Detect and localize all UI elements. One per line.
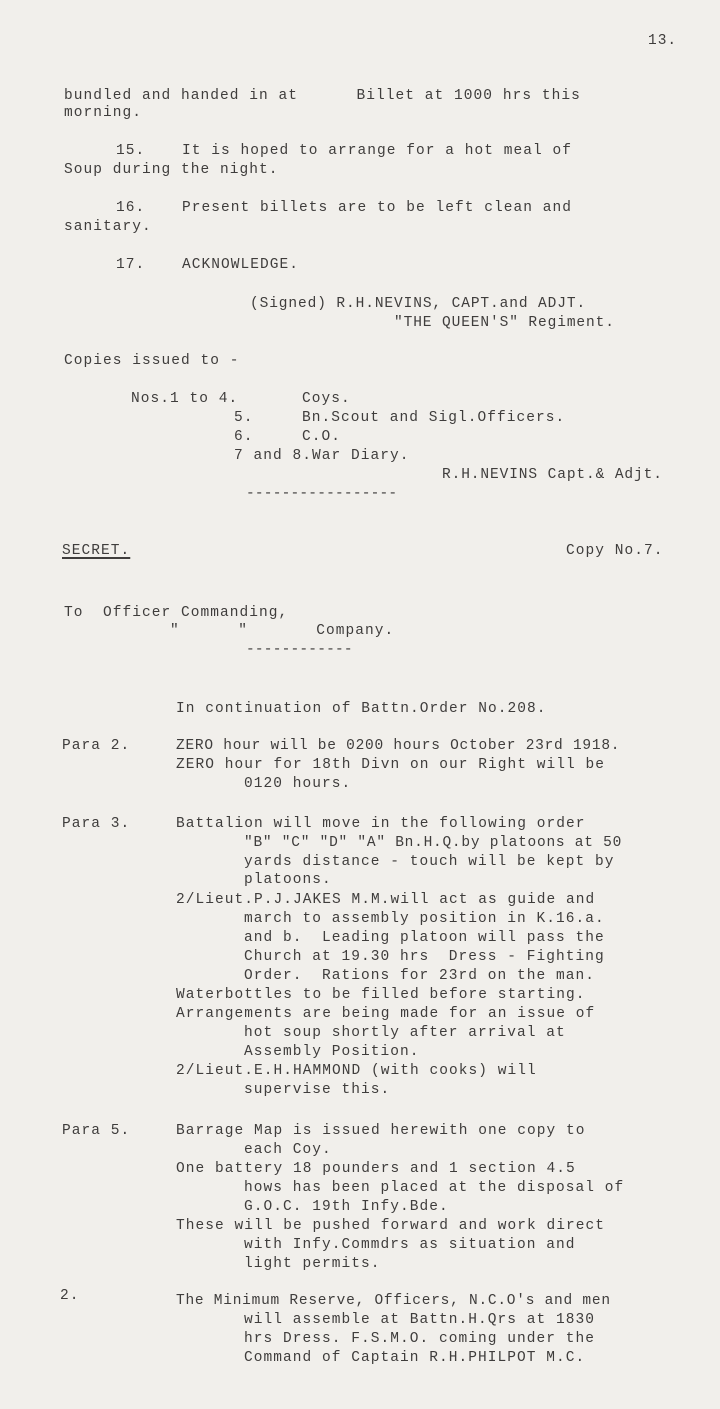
para-5-cont-3b: light permits. (244, 1256, 381, 1272)
para-17-text: ACKNOWLEDGE. (182, 257, 300, 273)
para-3-cont-4b: Assembly Position. (244, 1044, 420, 1060)
para-5-cont-2a: hows has been placed at the disposal of (244, 1180, 625, 1196)
para-5-label: Para 5. (62, 1123, 131, 1139)
para-5-line-3: These will be pushed forward and work direct (176, 1218, 606, 1234)
para-3-cont-2b: and b. Leading platoon will pass the (244, 930, 605, 946)
para-2-line-2: ZERO hour for 18th Divn on our Right will be (176, 757, 606, 773)
section-2-cont-1c: Command of Captain R.H.PHILPOT M.C. (244, 1350, 586, 1366)
para-3-cont-2d: Order. Rations for 23rd on the man. (244, 968, 596, 984)
copies-row-4-number: 7 and 8. (234, 448, 313, 464)
copies-row-2-number: 5. (234, 410, 254, 426)
classification-secret: SECRET. (62, 543, 131, 559)
para-3-line-4: Arrangements are being made for an issue of (176, 1006, 596, 1022)
continuation-line: In continuation of Battn.Order No.208. (176, 701, 547, 717)
section-2-cont-1b: hrs Dress. F.S.M.O. coming under the (244, 1331, 596, 1347)
para-3-cont-1a: "B" "C" "D" "A" Bn.H.Q.by platoons at 50 (244, 835, 623, 851)
copies-row-2-item: Bn.Scout and Sigl.Officers. (302, 410, 566, 426)
para-3-line-2: 2/Lieut.P.J.JAKES M.M.will act as guide and (176, 892, 596, 908)
para-16-line-1: Present billets are to be left clean and (182, 200, 573, 216)
para-5-line-1: Barrage Map is issued herewith one copy to (176, 1123, 586, 1139)
para-3-cont-5a: supervise this. (244, 1082, 391, 1098)
para-3-cont-2c: Church at 19.30 hrs Dress - Fighting (244, 949, 605, 965)
para-15-number: 15. (116, 143, 146, 159)
copies-signoff: R.H.NEVINS Capt.& Adjt. (442, 467, 663, 483)
para-16-number: 16. (116, 200, 146, 216)
page-number: 13. (648, 33, 678, 49)
para-3-line-1: Battalion will move in the following order (176, 816, 586, 832)
para-2-label: Para 2. (62, 738, 131, 754)
to-line-2: " " Company. (170, 623, 395, 639)
intro-line-1: bundled and handed in at Billet at 1000 hrs this (64, 88, 581, 104)
signature-line-1: (Signed) R.H.NEVINS, CAPT.and ADJT. (250, 296, 587, 312)
section-2-label: 2. (60, 1288, 80, 1304)
para-2-line-1: ZERO hour will be 0200 hours October 23rd 1918. (176, 738, 621, 754)
copies-row-3-number: 6. (234, 429, 254, 445)
separator-rule-1: ----------------- (246, 486, 398, 502)
copies-heading: Copies issued to - (64, 353, 240, 369)
para-3-cont-1b: yards distance - touch will be kept by (244, 854, 615, 870)
to-line-1: To Officer Commanding, (64, 605, 289, 621)
signature-line-2: "THE QUEEN'S" Regiment. (394, 315, 615, 331)
para-3-line-3: Waterbottles to be filled before starting. (176, 987, 586, 1003)
copies-row-4-item: War Diary. (312, 448, 410, 464)
para-2-line-3: 0120 hours. (244, 776, 352, 792)
section-2-line-1: The Minimum Reserve, Officers, N.C.O's and men (176, 1293, 611, 1309)
intro-line-2: morning. (64, 105, 143, 121)
para-3-cont-1c: platoons. (244, 872, 332, 888)
copies-row-1-item: Coys. (302, 391, 351, 407)
para-5-cont-2b: G.O.C. 19th Infy.Bde. (244, 1199, 449, 1215)
para-5-cont-3a: with Infy.Commdrs as situation and (244, 1237, 576, 1253)
separator-rule-2: ------------ (246, 642, 353, 658)
para-3-cont-2a: march to assembly position in K.16.a. (244, 911, 605, 927)
para-3-label: Para 3. (62, 816, 131, 832)
para-5-cont-1a: each Coy. (244, 1142, 332, 1158)
para-15-line-1: It is hoped to arrange for a hot meal of (182, 143, 573, 159)
para-15-line-2: Soup during the night. (64, 162, 279, 178)
para-17-number: 17. (116, 257, 146, 273)
para-16-line-2: sanitary. (64, 219, 152, 235)
para-3-line-5: 2/Lieut.E.H.HAMMOND (with cooks) will (176, 1063, 537, 1079)
copies-row-1-number: Nos.1 to 4. (131, 391, 239, 407)
copy-number: Copy No.7. (566, 543, 664, 559)
para-3-cont-4a: hot soup shortly after arrival at (244, 1025, 566, 1041)
para-5-line-2: One battery 18 pounders and 1 section 4.5 (176, 1161, 576, 1177)
copies-row-3-item: C.O. (302, 429, 342, 445)
section-2-cont-1a: will assemble at Battn.H.Qrs at 1830 (244, 1312, 596, 1328)
